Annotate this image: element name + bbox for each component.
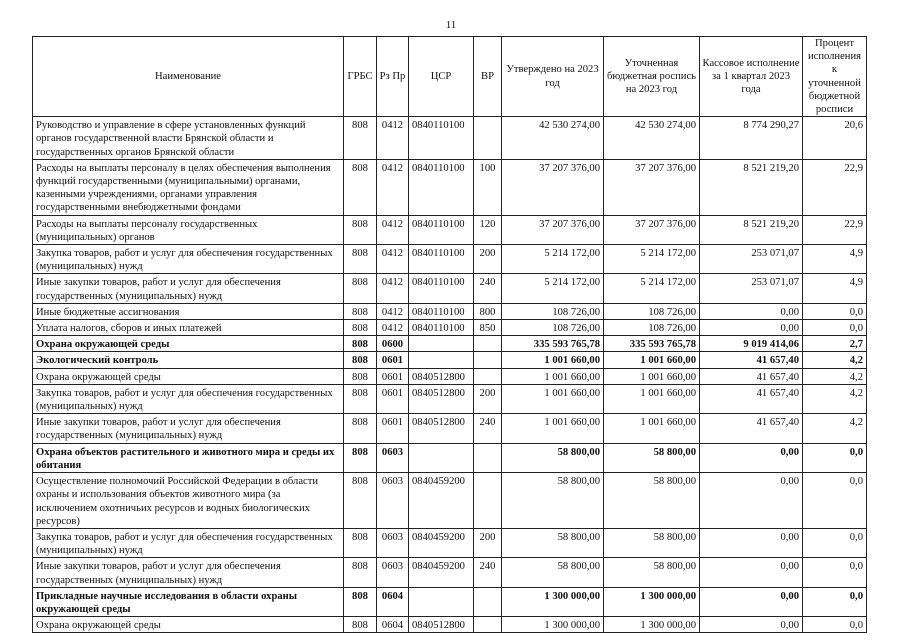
cell-vr: 850 bbox=[474, 320, 502, 336]
col-header-refined: Уточненная бюджетная роспись на 2023 год bbox=[604, 37, 700, 117]
cell-grbs: 808 bbox=[344, 617, 377, 633]
cell-csr bbox=[409, 336, 474, 352]
cell-grbs: 808 bbox=[344, 414, 377, 443]
cell-rz-pr: 0412 bbox=[377, 159, 409, 215]
cell-grbs: 808 bbox=[344, 320, 377, 336]
cell-grbs: 808 bbox=[344, 528, 377, 557]
cell-grbs: 808 bbox=[344, 274, 377, 303]
table-row bbox=[33, 368, 867, 384]
cell-refined: 37 207 376,00 bbox=[604, 159, 700, 215]
table-row bbox=[33, 384, 867, 413]
cell-vr: 200 bbox=[474, 528, 502, 557]
cell-executed: 41 657,40 bbox=[700, 352, 803, 368]
cell-executed: 8 521 219,20 bbox=[700, 159, 803, 215]
cell-csr: 0840110100 bbox=[409, 274, 474, 303]
table-row bbox=[33, 303, 867, 319]
col-header-approved: Утверждено на 2023 год bbox=[502, 37, 604, 117]
cell-executed: 0,00 bbox=[700, 617, 803, 633]
cell-vr: 240 bbox=[474, 274, 502, 303]
cell-name: Иные закупки товаров, работ и услуг для обеспечения государственных (муниципальных) нужд bbox=[33, 414, 344, 443]
cell-rz-pr: 0603 bbox=[377, 558, 409, 587]
cell-rz-pr: 0601 bbox=[377, 352, 409, 368]
table-header-row bbox=[33, 37, 867, 117]
cell-csr: 0840459200 bbox=[409, 528, 474, 557]
cell-grbs: 808 bbox=[344, 368, 377, 384]
cell-percent: 4,2 bbox=[803, 368, 867, 384]
col-header-percent: Процент исполнения к уточненной бюджетной росписи bbox=[803, 37, 867, 117]
cell-executed: 41 657,40 bbox=[700, 414, 803, 443]
cell-csr: 0840512800 bbox=[409, 617, 474, 633]
cell-executed: 0,00 bbox=[700, 473, 803, 529]
cell-vr bbox=[474, 443, 502, 472]
cell-grbs: 808 bbox=[344, 558, 377, 587]
table-body bbox=[33, 117, 867, 633]
cell-vr: 200 bbox=[474, 245, 502, 274]
col-header-grbs: ГРБС bbox=[344, 37, 377, 117]
cell-csr: 0840512800 bbox=[409, 414, 474, 443]
cell-percent: 0,0 bbox=[803, 558, 867, 587]
cell-name: Уплата налогов, сборов и иных платежей bbox=[33, 320, 344, 336]
cell-rz-pr: 0412 bbox=[377, 274, 409, 303]
cell-grbs: 808 bbox=[344, 384, 377, 413]
cell-vr bbox=[474, 617, 502, 633]
cell-executed: 0,00 bbox=[700, 443, 803, 472]
cell-refined: 335 593 765,78 bbox=[604, 336, 700, 352]
cell-name: Закупка товаров, работ и услуг для обеспечения государственных (муниципальных) нужд bbox=[33, 384, 344, 413]
cell-approved: 5 214 172,00 bbox=[502, 245, 604, 274]
cell-percent: 22,9 bbox=[803, 215, 867, 244]
cell-percent: 0,0 bbox=[803, 473, 867, 529]
cell-rz-pr: 0603 bbox=[377, 528, 409, 557]
cell-refined: 42 530 274,00 bbox=[604, 117, 700, 160]
cell-approved: 58 800,00 bbox=[502, 528, 604, 557]
cell-vr: 100 bbox=[474, 159, 502, 215]
cell-executed: 41 657,40 bbox=[700, 368, 803, 384]
cell-rz-pr: 0603 bbox=[377, 443, 409, 472]
cell-grbs: 808 bbox=[344, 303, 377, 319]
cell-csr: 0840459200 bbox=[409, 558, 474, 587]
cell-name: Иные бюджетные ассигнования bbox=[33, 303, 344, 319]
cell-grbs: 808 bbox=[344, 473, 377, 529]
cell-approved: 58 800,00 bbox=[502, 443, 604, 472]
cell-percent: 22,9 bbox=[803, 159, 867, 215]
cell-executed: 0,00 bbox=[700, 528, 803, 557]
cell-vr bbox=[474, 117, 502, 160]
cell-name: Охрана окружающей среды bbox=[33, 336, 344, 352]
cell-refined: 58 800,00 bbox=[604, 443, 700, 472]
cell-csr: 0840110100 bbox=[409, 215, 474, 244]
cell-executed: 9 019 414,06 bbox=[700, 336, 803, 352]
table-row bbox=[33, 443, 867, 472]
cell-vr: 120 bbox=[474, 215, 502, 244]
cell-executed: 0,00 bbox=[700, 587, 803, 616]
table-row bbox=[33, 528, 867, 557]
cell-refined: 58 800,00 bbox=[604, 558, 700, 587]
cell-vr: 240 bbox=[474, 558, 502, 587]
cell-refined: 1 001 660,00 bbox=[604, 414, 700, 443]
cell-refined: 1 001 660,00 bbox=[604, 352, 700, 368]
cell-approved: 37 207 376,00 bbox=[502, 159, 604, 215]
cell-name: Охрана окружающей среды bbox=[33, 617, 344, 633]
cell-csr bbox=[409, 587, 474, 616]
cell-executed: 41 657,40 bbox=[700, 384, 803, 413]
cell-rz-pr: 0412 bbox=[377, 215, 409, 244]
cell-rz-pr: 0600 bbox=[377, 336, 409, 352]
cell-approved: 5 214 172,00 bbox=[502, 274, 604, 303]
cell-name: Расходы на выплаты персоналу в целях обеспечения выполнения функций государственными (муниципальными) органами, казенными учреждениями, органами управления государственными внебюджетными фондами bbox=[33, 159, 344, 215]
cell-refined: 58 800,00 bbox=[604, 473, 700, 529]
cell-refined: 58 800,00 bbox=[604, 528, 700, 557]
cell-csr: 0840110100 bbox=[409, 159, 474, 215]
cell-percent: 0,0 bbox=[803, 303, 867, 319]
cell-executed: 253 071,07 bbox=[700, 274, 803, 303]
cell-rz-pr: 0603 bbox=[377, 473, 409, 529]
cell-rz-pr: 0601 bbox=[377, 384, 409, 413]
cell-grbs: 808 bbox=[344, 215, 377, 244]
table-row bbox=[33, 274, 867, 303]
cell-approved: 1 300 000,00 bbox=[502, 617, 604, 633]
cell-executed: 0,00 bbox=[700, 558, 803, 587]
table-row bbox=[33, 414, 867, 443]
cell-percent: 4,9 bbox=[803, 245, 867, 274]
cell-vr bbox=[474, 336, 502, 352]
cell-refined: 1 001 660,00 bbox=[604, 384, 700, 413]
table-row bbox=[33, 320, 867, 336]
cell-approved: 108 726,00 bbox=[502, 303, 604, 319]
cell-name: Охрана окружающей среды bbox=[33, 368, 344, 384]
cell-percent: 20,6 bbox=[803, 117, 867, 160]
cell-grbs: 808 bbox=[344, 443, 377, 472]
table-row bbox=[33, 117, 867, 160]
cell-approved: 58 800,00 bbox=[502, 473, 604, 529]
cell-csr: 0840512800 bbox=[409, 384, 474, 413]
page-number: 11 bbox=[445, 19, 457, 31]
cell-vr bbox=[474, 352, 502, 368]
table-row bbox=[33, 215, 867, 244]
table-row bbox=[33, 352, 867, 368]
cell-rz-pr: 0412 bbox=[377, 320, 409, 336]
cell-approved: 1 001 660,00 bbox=[502, 368, 604, 384]
cell-name: Закупка товаров, работ и услуг для обеспечения государственных (муниципальных) нужд bbox=[33, 528, 344, 557]
cell-executed: 8 521 219,20 bbox=[700, 215, 803, 244]
cell-percent: 4,2 bbox=[803, 384, 867, 413]
cell-grbs: 808 bbox=[344, 159, 377, 215]
cell-executed: 0,00 bbox=[700, 303, 803, 319]
cell-rz-pr: 0412 bbox=[377, 303, 409, 319]
table-row bbox=[33, 587, 867, 616]
cell-percent: 4,2 bbox=[803, 414, 867, 443]
cell-refined: 108 726,00 bbox=[604, 303, 700, 319]
cell-percent: 0,0 bbox=[803, 587, 867, 616]
cell-csr: 0840459200 bbox=[409, 473, 474, 529]
cell-rz-pr: 0604 bbox=[377, 617, 409, 633]
col-header-rz-pr: Рз Пр bbox=[377, 37, 409, 117]
cell-csr: 0840110100 bbox=[409, 117, 474, 160]
cell-rz-pr: 0412 bbox=[377, 117, 409, 160]
cell-rz-pr: 0604 bbox=[377, 587, 409, 616]
cell-approved: 37 207 376,00 bbox=[502, 215, 604, 244]
cell-executed: 253 071,07 bbox=[700, 245, 803, 274]
cell-refined: 37 207 376,00 bbox=[604, 215, 700, 244]
col-header-vr: ВР bbox=[474, 37, 502, 117]
cell-csr: 0840110100 bbox=[409, 245, 474, 274]
cell-percent: 0,0 bbox=[803, 320, 867, 336]
cell-name: Охрана объектов растительного и животного мира и среды их обитания bbox=[33, 443, 344, 472]
cell-percent: 4,2 bbox=[803, 352, 867, 368]
cell-name: Экологический контроль bbox=[33, 352, 344, 368]
cell-percent: 0,0 bbox=[803, 528, 867, 557]
cell-approved: 58 800,00 bbox=[502, 558, 604, 587]
cell-refined: 1 300 000,00 bbox=[604, 617, 700, 633]
cell-executed: 0,00 bbox=[700, 320, 803, 336]
cell-percent: 4,9 bbox=[803, 274, 867, 303]
cell-csr bbox=[409, 352, 474, 368]
cell-approved: 1 001 660,00 bbox=[502, 352, 604, 368]
table-row bbox=[33, 558, 867, 587]
cell-refined: 5 214 172,00 bbox=[604, 245, 700, 274]
cell-name: Иные закупки товаров, работ и услуг для обеспечения государственных (муниципальных) нужд bbox=[33, 274, 344, 303]
cell-vr bbox=[474, 473, 502, 529]
cell-approved: 108 726,00 bbox=[502, 320, 604, 336]
table-row bbox=[33, 617, 867, 633]
table-row bbox=[33, 336, 867, 352]
cell-vr bbox=[474, 587, 502, 616]
cell-percent: 2,7 bbox=[803, 336, 867, 352]
cell-grbs: 808 bbox=[344, 245, 377, 274]
cell-approved: 335 593 765,78 bbox=[502, 336, 604, 352]
col-header-executed: Кассовое исполнение за 1 квартал 2023 года bbox=[700, 37, 803, 117]
cell-name: Руководство и управление в сфере установленных функций органов государственной власти Брянской области и государственных органов Брянской области bbox=[33, 117, 344, 160]
col-header-csr: ЦСР bbox=[409, 37, 474, 117]
cell-refined: 1 300 000,00 bbox=[604, 587, 700, 616]
col-header-name: Наименование bbox=[33, 37, 344, 117]
cell-rz-pr: 0412 bbox=[377, 245, 409, 274]
cell-percent: 0,0 bbox=[803, 443, 867, 472]
cell-approved: 42 530 274,00 bbox=[502, 117, 604, 160]
table-row bbox=[33, 159, 867, 215]
cell-grbs: 808 bbox=[344, 352, 377, 368]
cell-name: Иные закупки товаров, работ и услуг для обеспечения государственных (муниципальных) нужд bbox=[33, 558, 344, 587]
cell-grbs: 808 bbox=[344, 587, 377, 616]
cell-percent: 0,0 bbox=[803, 617, 867, 633]
cell-refined: 108 726,00 bbox=[604, 320, 700, 336]
cell-refined: 1 001 660,00 bbox=[604, 368, 700, 384]
cell-name: Расходы на выплаты персоналу государственных (муниципальных) органов bbox=[33, 215, 344, 244]
cell-rz-pr: 0601 bbox=[377, 368, 409, 384]
cell-grbs: 808 bbox=[344, 336, 377, 352]
cell-grbs: 808 bbox=[344, 117, 377, 160]
table-row bbox=[33, 473, 867, 529]
cell-vr: 240 bbox=[474, 414, 502, 443]
cell-approved: 1 300 000,00 bbox=[502, 587, 604, 616]
cell-approved: 1 001 660,00 bbox=[502, 414, 604, 443]
cell-rz-pr: 0601 bbox=[377, 414, 409, 443]
cell-csr: 0840512800 bbox=[409, 368, 474, 384]
cell-name: Прикладные научные исследования в области охраны окружающей среды bbox=[33, 587, 344, 616]
budget-table bbox=[32, 36, 867, 633]
cell-name: Закупка товаров, работ и услуг для обеспечения государственных (муниципальных) нужд bbox=[33, 245, 344, 274]
cell-csr: 0840110100 bbox=[409, 303, 474, 319]
cell-vr: 800 bbox=[474, 303, 502, 319]
cell-refined: 5 214 172,00 bbox=[604, 274, 700, 303]
cell-executed: 8 774 290,27 bbox=[700, 117, 803, 160]
cell-csr bbox=[409, 443, 474, 472]
cell-name: Осуществление полномочий Российской Федерации в области охраны и использования объектов животного мира (за исключением охотничьих ресурсов и водных биологических ресурсов) bbox=[33, 473, 344, 529]
table-row bbox=[33, 245, 867, 274]
cell-vr: 200 bbox=[474, 384, 502, 413]
cell-approved: 1 001 660,00 bbox=[502, 384, 604, 413]
cell-csr: 0840110100 bbox=[409, 320, 474, 336]
cell-vr bbox=[474, 368, 502, 384]
